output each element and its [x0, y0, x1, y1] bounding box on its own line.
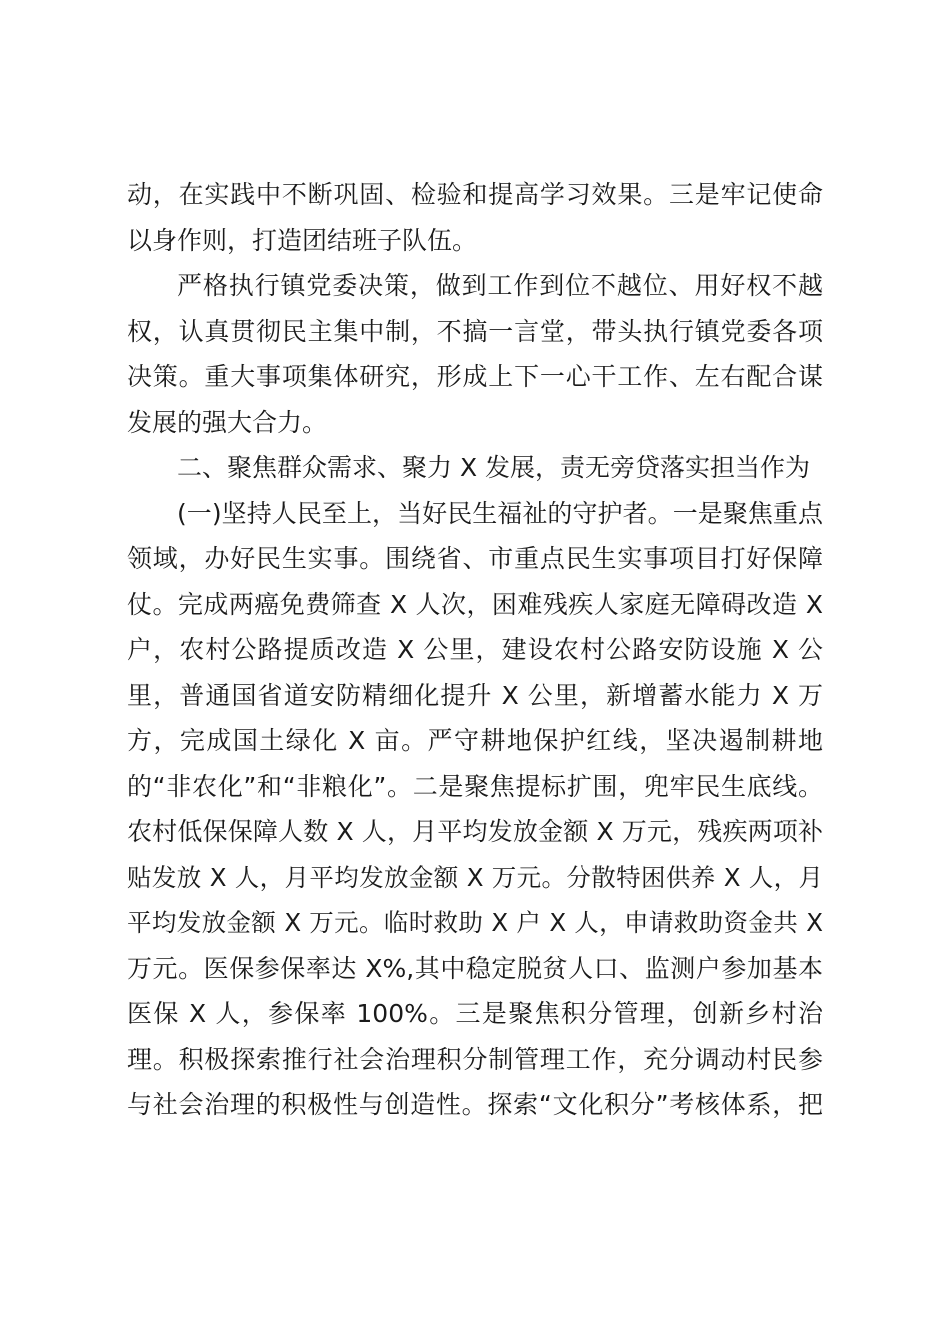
- text-line: 方，完成国土绿化 X 亩。严守耕地保护红线，坚决遏制耕地: [127, 726, 823, 755]
- text-line: 万元。医保参保率达 X%,其中稳定脱贫人口、监测户参加基本: [127, 953, 823, 983]
- text-line: 平均发放金额 X 万元。临时救助 X 户 X 人，申请救助资金共 X: [127, 908, 823, 937]
- text-line: 以身作则，打造团结班子队伍。: [127, 225, 478, 255]
- document-body: [127, 172, 823, 1128]
- text-line: 决策。重大事项集体研究，形成上下一心干工作、左右配合谋: [127, 362, 823, 391]
- text-line: 动，在实践中不断巩固、检验和提高学习效果。三是牢记使命: [127, 180, 823, 209]
- section-heading: 二、聚焦群众需求、聚力 X 发展，责无旁贷落实担当作为: [177, 453, 811, 482]
- text-line: 仗。完成两癌免费筛查 X 人次，困难残疾人家庭无障碍改造 X: [127, 589, 823, 619]
- text-line: 里，普通国省道安防精细化提升 X 公里，新增蓄水能力 X 万: [127, 680, 823, 710]
- text-line: 农村低保保障人数 X 人，月平均发放金额 X 万元，残疾两项补: [127, 817, 823, 846]
- text-line: 严格执行镇党委决策，做到工作到位不越位、用好权不越: [177, 271, 823, 300]
- text-line: 户，农村公路提质改造 X 公里，建设农村公路安防设施 X 公: [127, 635, 823, 664]
- text-line: 的“非农化”和“非粮化”。二是聚焦提标扩围，兜牢民生底线。: [127, 771, 823, 801]
- text-line: 与社会治理的积极性与创造性。探索“文化积分”考核体系，把: [127, 1090, 823, 1119]
- text-line: (一)坚持人民至上，当好民生福祉的守护者。一是聚焦重点: [177, 498, 823, 528]
- text-line: 领域，办好民生实事。围绕省、市重点民生实事项目打好保障: [127, 544, 823, 573]
- text-line: 权，认真贯彻民主集中制，不搞一言堂，带头执行镇党委各项: [127, 316, 823, 346]
- text-line: 医保 X 人，参保率 100%。三是聚焦积分管理，创新乡村治: [127, 999, 823, 1028]
- text-line: 理。积极探索推行社会治理积分制管理工作，充分调动村民参: [127, 1044, 823, 1074]
- text-line: 发展的强大合力。: [127, 407, 328, 437]
- text-line: 贴发放 X 人，月平均发放金额 X 万元。分散特困供养 X 人，月: [127, 862, 823, 892]
